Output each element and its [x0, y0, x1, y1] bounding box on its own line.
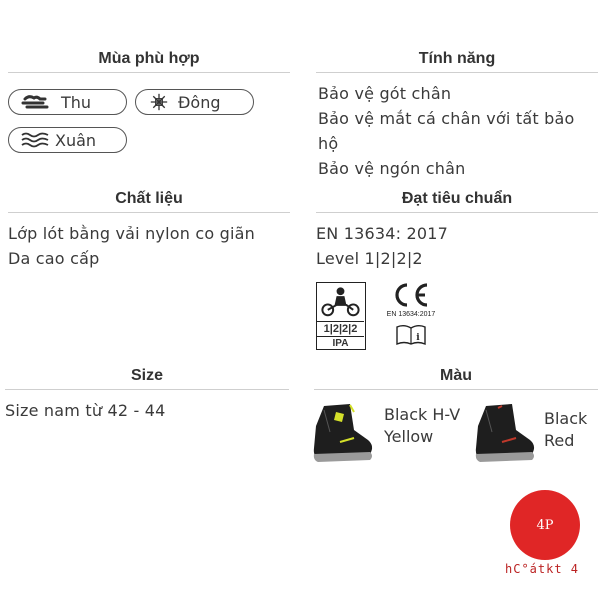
size-text: Size nam từ 42 - 44	[5, 401, 166, 420]
cloud-wind-icon	[21, 93, 51, 111]
material-section	[8, 190, 290, 271]
shoe-image-yellow	[310, 402, 376, 466]
color-name-line2: Yellow	[384, 427, 434, 446]
cert-levels: 1|2|2|2	[317, 321, 364, 336]
ce-mark	[378, 280, 444, 350]
standard-item: EN 13634: 2017	[316, 224, 449, 243]
features-section	[316, 50, 598, 181]
season-label-winter: Đông	[178, 92, 221, 112]
feature-item: Bảo vệ gót chân	[318, 84, 452, 103]
season-pill-autumn	[8, 89, 127, 115]
watermark-badge: 4P	[510, 490, 580, 560]
season-label-spring: Xuân	[55, 130, 97, 150]
ce-logo-icon	[378, 280, 444, 310]
season-pill-winter	[135, 89, 254, 115]
motorcycle-cert-badge	[316, 282, 366, 350]
size-section	[5, 367, 289, 423]
color-name-line1: Black	[544, 409, 588, 428]
standard-item: Level 1|2|2|2	[316, 249, 423, 268]
color-option-yellow[interactable]	[310, 402, 464, 466]
snowflake-icon	[148, 93, 170, 111]
color-option-red[interactable]	[472, 402, 600, 466]
features-title: Tính năng	[316, 50, 598, 73]
material-title: Chất liệu	[8, 190, 290, 213]
standard-section	[316, 190, 598, 271]
material-item: Da cao cấp	[8, 249, 100, 268]
colors-section	[314, 367, 598, 390]
cert-ipa: IPA	[317, 336, 364, 350]
season-label-autumn: Thu	[61, 92, 92, 112]
color-name-line1: Black H-V	[384, 405, 461, 424]
feature-item: Bảo vệ mắt cá chân với tất bảo hộ	[318, 109, 575, 153]
svg-text:i: i	[416, 333, 420, 343]
seasons-title: Mùa phù hợp	[8, 50, 290, 73]
wind-waves-icon	[21, 131, 49, 149]
colors-title: Màu	[314, 367, 598, 390]
motorcycle-rider-icon	[317, 283, 364, 321]
color-name-line2: Red	[544, 431, 575, 450]
material-item: Lớp lót bằng vải nylon co giãn	[8, 224, 255, 243]
ce-standard-text: EN 13634:2017	[386, 311, 436, 318]
watermark-text: hC°átkt 4	[505, 562, 580, 576]
info-book-icon	[395, 324, 427, 346]
shoe-image-red	[472, 402, 538, 466]
seasons-section	[8, 50, 290, 73]
size-title: Size	[5, 367, 289, 390]
feature-item: Bảo vệ ngón chân	[318, 159, 466, 178]
season-pill-spring	[8, 127, 127, 153]
standard-title: Đạt tiêu chuẩn	[316, 190, 598, 213]
